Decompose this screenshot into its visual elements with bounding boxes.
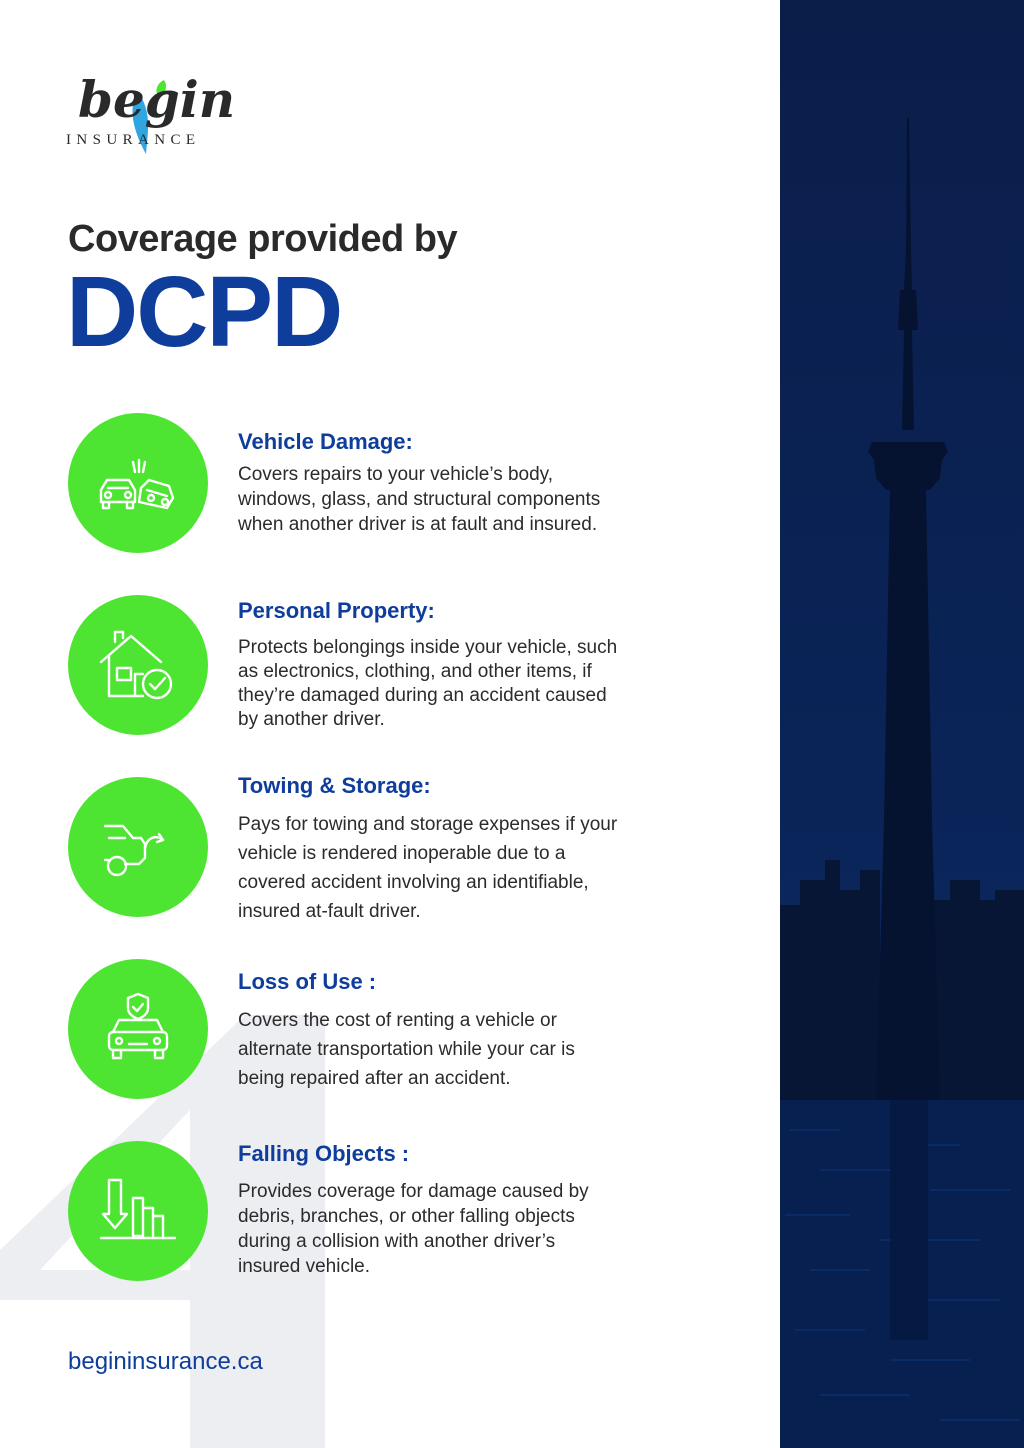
- desc-line: as electronics, clothing, and other items, if: [238, 661, 592, 682]
- logo-wordmark: begin: [78, 70, 236, 129]
- desc-line: covered accident involving an identifiable,: [238, 872, 589, 893]
- item-title: Personal Property:: [238, 598, 435, 623]
- desc-line: insured vehicle.: [238, 1256, 371, 1277]
- falling-arrow-icon: [68, 1141, 208, 1281]
- item-title: Falling Objects :: [238, 1141, 410, 1166]
- desc-line: they’re damaged during an accident caused: [238, 685, 607, 706]
- car-collision-icon: [68, 413, 208, 553]
- item-description: [238, 810, 718, 926]
- desc-line: Provides coverage for damage caused by: [238, 1181, 589, 1202]
- desc-line: Covers repairs to your vehicle’s body,: [238, 464, 554, 485]
- begin-insurance-logo: [66, 70, 236, 160]
- desc-line: windows, glass, and structural components: [238, 489, 601, 510]
- desc-line: Pays for towing and storage expenses if your: [238, 814, 618, 835]
- item-title: Towing & Storage:: [238, 773, 431, 798]
- cn-tower-skyline-image: [780, 0, 1024, 1448]
- desc-line: debris, branches, or other falling objects: [238, 1206, 575, 1227]
- car-shield-icon: [68, 959, 208, 1099]
- item-description: [238, 1179, 718, 1279]
- tow-truck-icon: [68, 777, 208, 917]
- logo-subtitle: INSURANCE: [66, 132, 201, 148]
- desc-line: Protects belongings inside your vehicle, such: [238, 637, 618, 658]
- item-description: [238, 636, 718, 732]
- item-title: Vehicle Damage:: [238, 429, 413, 454]
- heading-title: DCPD: [66, 256, 342, 368]
- desc-line: being repaired after an accident.: [238, 1068, 511, 1089]
- item-description: [238, 1006, 718, 1093]
- desc-line: vehicle is rendered inoperable due to a: [238, 843, 566, 864]
- footer-website-link[interactable]: begininsurance.ca: [68, 1348, 263, 1375]
- desc-line: during a collision with another driver’s: [238, 1231, 556, 1252]
- desc-line: when another driver is at fault and insured.: [238, 514, 598, 535]
- desc-line: insured at-fault driver.: [238, 901, 421, 922]
- desc-line: alternate transportation while your car is: [238, 1039, 575, 1060]
- house-check-icon: [68, 595, 208, 735]
- desc-line: by another driver.: [238, 709, 385, 730]
- item-title: Loss of Use :: [238, 969, 377, 994]
- heading-subtitle: Coverage provided by: [68, 218, 458, 260]
- desc-line: Covers the cost of renting a vehicle or: [238, 1010, 557, 1031]
- item-description: [238, 462, 718, 537]
